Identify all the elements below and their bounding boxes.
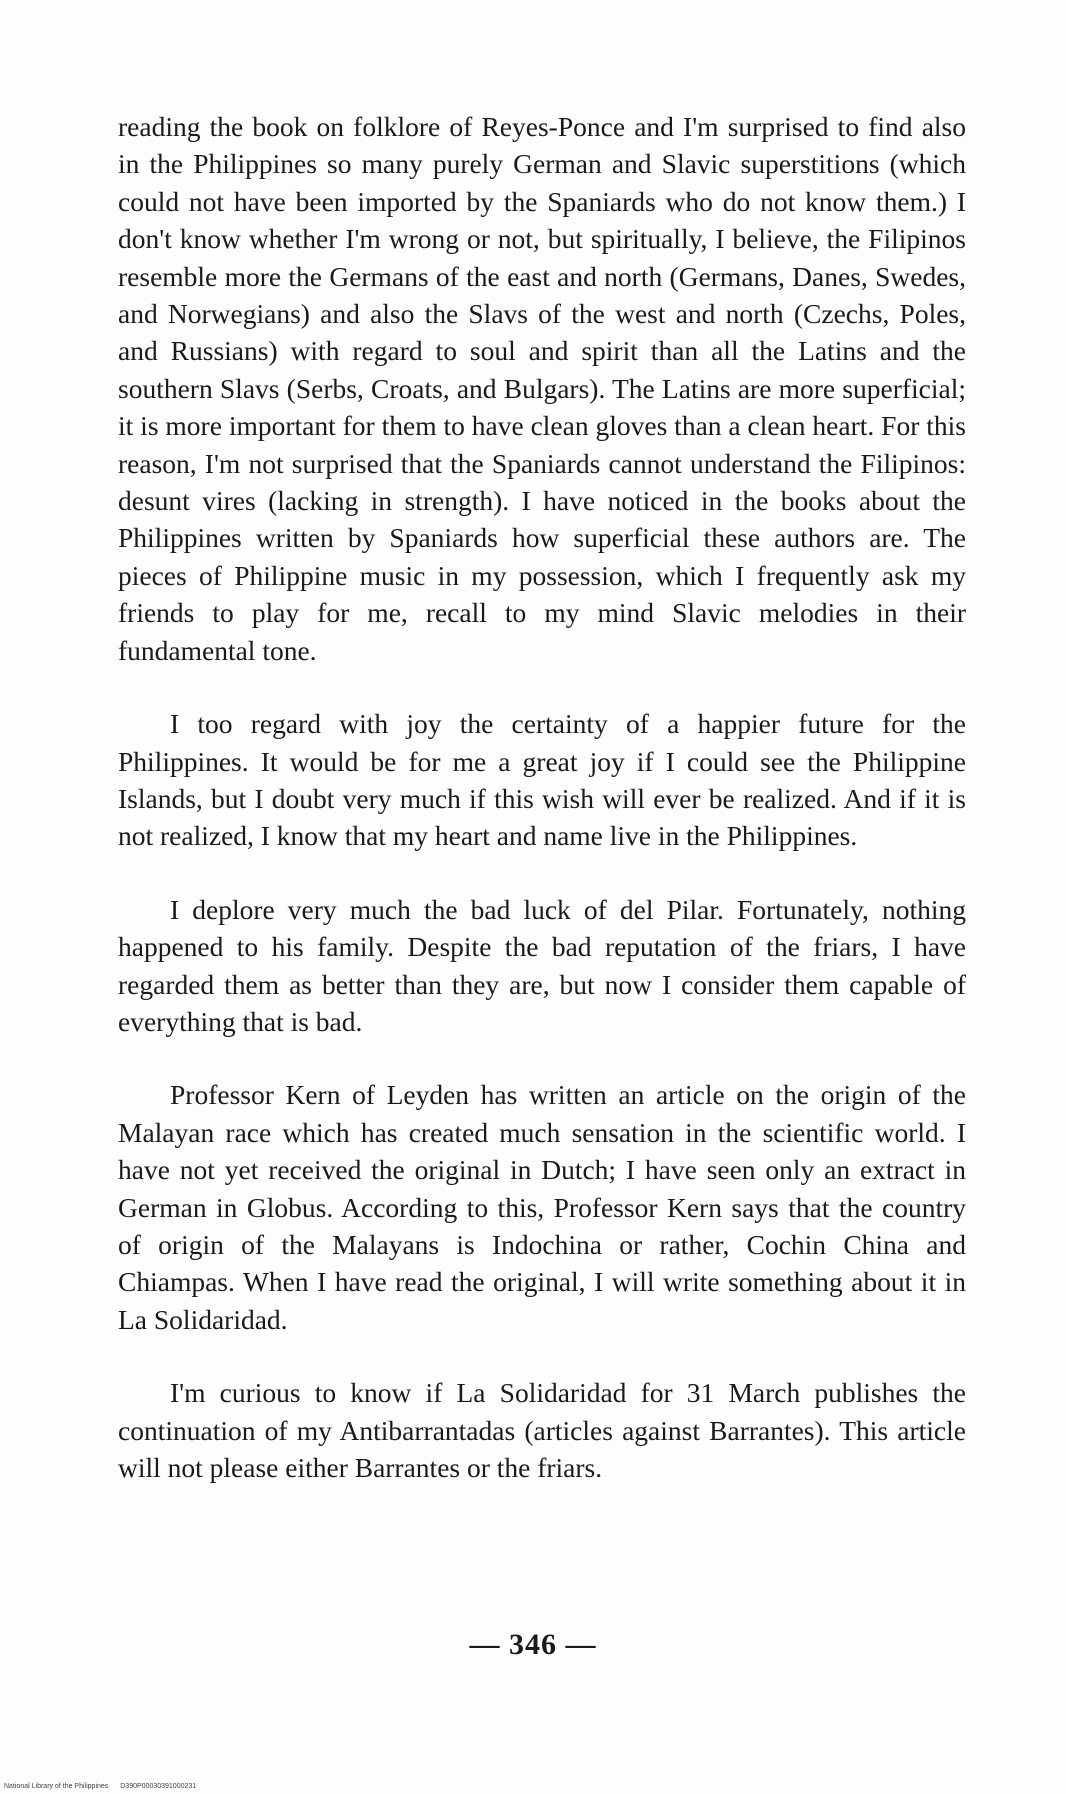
letter-body <box>118 108 966 1486</box>
footer-code: D390P00030391000231 <box>120 1783 197 1790</box>
footer-library: National Library of the Philippines <box>4 1783 109 1790</box>
paragraph-4: Professor Kern of Leyden has written an article on the origin of the Malayan race which has created much sensation in the scientific world. I have not yet received the original in Dutch; I have seen only an extract in German in Globus. According to this, Professor Kern says that the country of origin of the Malayans is Indochina or rather, Cochin China and Chiampas. When I have read the original, I will write something about it in La Solidaridad. <box>118 1079 966 1335</box>
paragraph-2: I too regard with joy the certainty of a happier future for the Philippines. It would be for me a great joy if I could see the Philippine Islands, but I doubt very much if this wish will ever be realized. And if it is not realized, I know that my heart and name live in the Philippines. <box>118 708 966 852</box>
paragraph-5: I'm curious to know if La Solidaridad for 31 March publishes the continuation of my Antibarrantadas (articles against Barrantes). This article will not please either Barrantes or the friars. <box>118 1377 966 1483</box>
page-number: — 346 — <box>469 1628 597 1661</box>
scan-footer <box>4 1783 196 1790</box>
paragraph-1: reading the book on folklore of Reyes-Ponce and I'm surprised to find also in the Philippines so many purely German and Slavic superstitions (which could not have been imported by the Spaniards who do not know them.) I don't know whether I'm wrong or not, but spiritually, I believe, the Filipinos resemble more the Germans of the east and north (Germans, Danes, Swedes, and Norwegians) and also the Slavs of the west and north (Czechs, Poles, and Russians) with regard to soul and spirit than all the Latins and the southern Slavs (Serbs, Croats, and Bulgars). The Latins are more superficial; it is more important for them to have clean gloves than a clean heart. For this reason, I'm not surprised that the Spaniards cannot understand the Filipinos: desunt vires (lacking in strength). I have noticed in the books about the Philippines written by Spaniards how superficial these authors are. The pieces of Philippine music in my possession, which I frequently ask my friends to play for me, recall to my mind Slavic melodies in their fundamental tone. <box>118 111 966 666</box>
paragraph-3: I deplore very much the bad luck of del Pilar. Fortunately, nothing happened to his family. Despite the bad reputation of the friars, I have regarded them as better than they are, but now I consider them capable of everything that is bad. <box>118 893 966 1037</box>
